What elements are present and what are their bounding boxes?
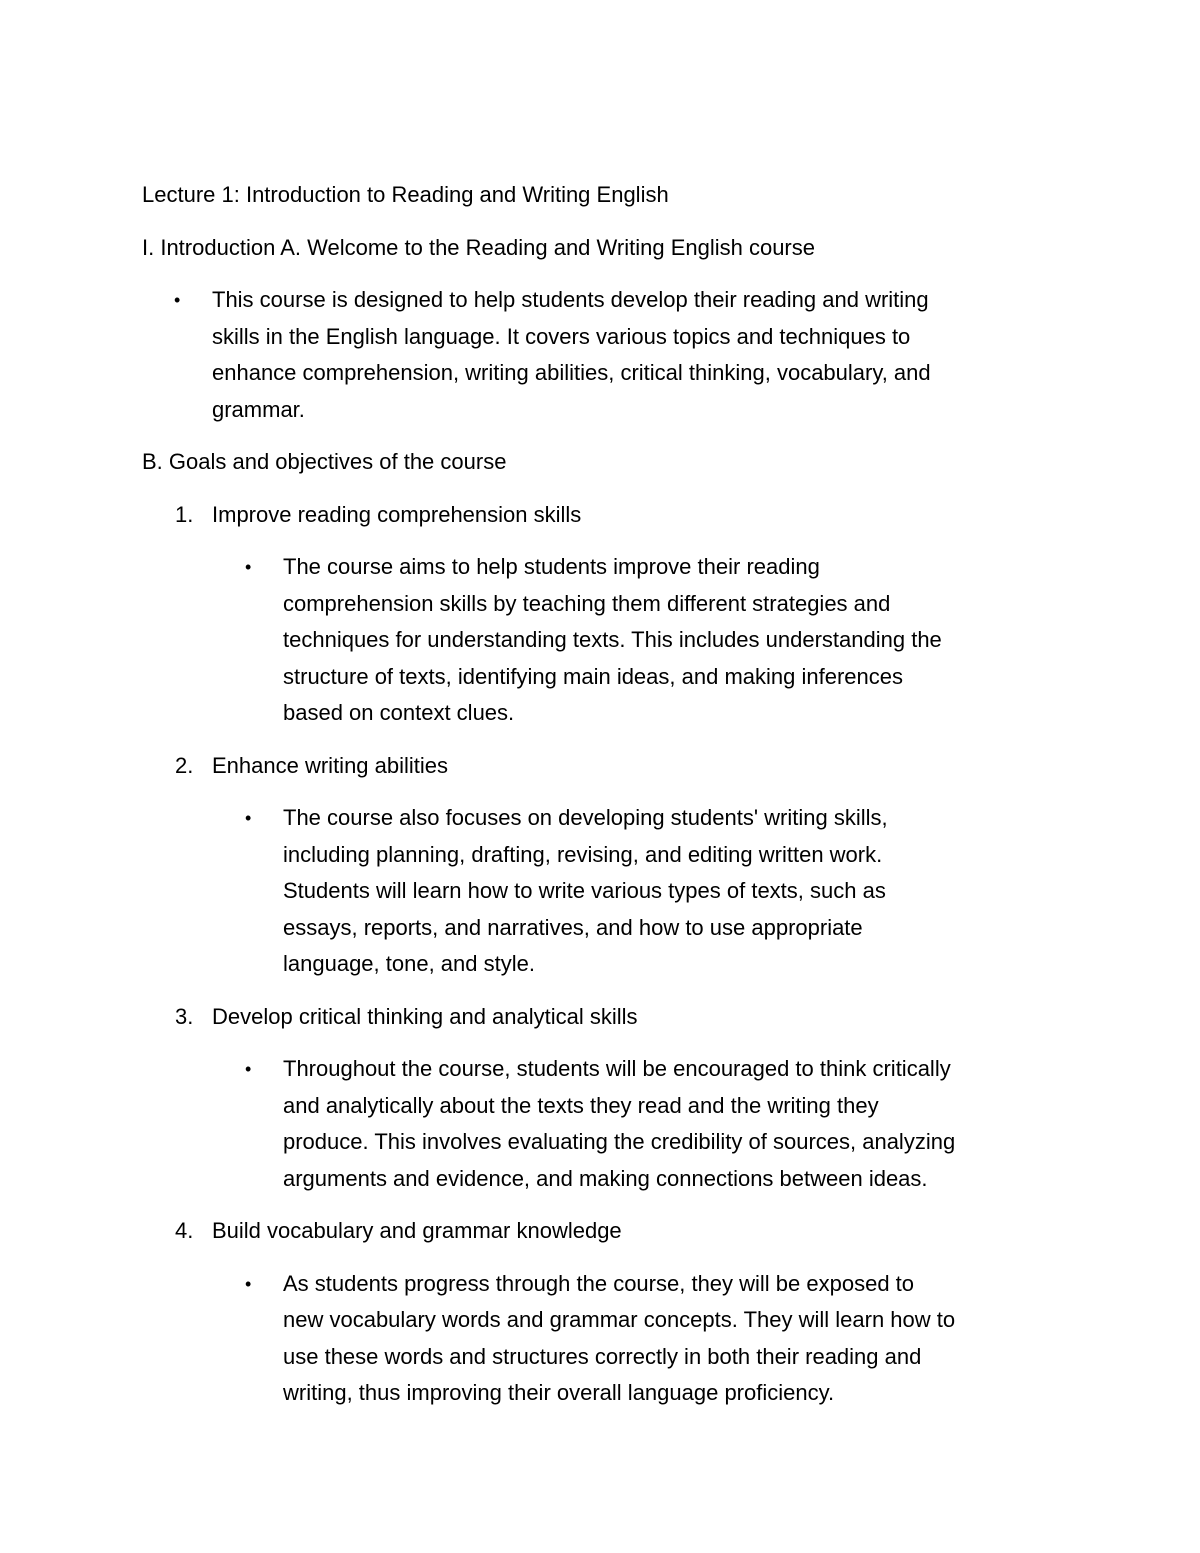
goal-bullet-line: structure of texts, identifying main ideas, and making inferences xyxy=(283,663,903,689)
goal-bullet-line: Students will learn how to write various types of texts, such as xyxy=(283,878,886,903)
goal-label: Enhance writing abilities xyxy=(212,752,449,778)
goal-bullet-line: The course aims to help students improve their reading xyxy=(283,554,820,579)
goal-bullet-line: As students progress through the course, they will be exposed to xyxy=(283,1270,915,1296)
goal-item-4 xyxy=(142,1213,1072,1250)
goal-bullet-line: new vocabulary words and grammar concepts. They will learn how to xyxy=(283,1307,956,1332)
goal-bullet-line: Throughout the course, students will be encouraged to think critically xyxy=(283,1056,951,1081)
bullet-icon: • xyxy=(245,1273,252,1294)
bullet-icon: • xyxy=(245,808,252,828)
goal-bullet-line: language, tone, and style. xyxy=(283,951,535,976)
intro-bullet-line: enhance comprehension, writing abilities, critical thinking, vocabulary, and xyxy=(212,360,931,385)
goal-bullet-line: based on context clues. xyxy=(283,700,515,725)
intro-heading: I. Introduction A. Welcome to the Reading and Writing English course xyxy=(142,234,815,260)
goal-item-3 xyxy=(142,999,1072,1036)
goal-number: 3. xyxy=(175,1003,194,1029)
goal-bullet-line: essays, reports, and narratives, and how to use appropriate xyxy=(283,914,863,940)
goal-bullet-line: produce. This involves evaluating the credibility of sources, analyzing xyxy=(283,1129,956,1154)
goal-number: 2. xyxy=(175,752,194,778)
lecture-title: Lecture 1: Introduction to Reading and Writing English xyxy=(142,182,669,207)
goal-bullet-line: use these words and structures correctly in both their reading and xyxy=(283,1343,922,1369)
bullet-icon: • xyxy=(174,290,181,310)
goals-heading: B. Goals and objectives of the course xyxy=(142,449,507,474)
goal-bullet-line: comprehension skills by teaching them different strategies and xyxy=(283,590,891,616)
goal-bullet-line: and analytically about the texts they read and the writing they xyxy=(283,1092,879,1118)
goal-number: 1. xyxy=(175,501,194,527)
goal-label: Improve reading comprehension skills xyxy=(212,501,582,527)
bullet-icon: • xyxy=(245,557,252,577)
goal-bullet-line: techniques for understanding texts. This includes understanding the xyxy=(283,627,942,652)
goal-item-2 xyxy=(142,748,1072,785)
goal-bullet-line: arguments and evidence, and making connections between ideas. xyxy=(283,1165,928,1191)
bullet-icon: • xyxy=(245,1059,252,1079)
goal-bullet-line: The course also focuses on developing students' writing skills, xyxy=(283,805,888,830)
goal-item-1 xyxy=(142,497,1072,534)
document-body xyxy=(142,177,1072,1428)
intro-bullet-line: This course is designed to help students develop their reading and writing xyxy=(212,287,929,312)
goal-bullet-3 xyxy=(142,1051,1072,1197)
goal-label: Develop critical thinking and analytical skills xyxy=(212,1003,638,1029)
goal-bullet-1 xyxy=(142,549,1072,732)
goal-label: Build vocabulary and grammar knowledge xyxy=(212,1218,622,1243)
goal-bullet-2 xyxy=(142,800,1072,983)
goal-number: 4. xyxy=(175,1218,194,1243)
goal-bullet-4 xyxy=(142,1266,1072,1412)
intro-bullet-line: grammar. xyxy=(212,396,305,422)
intro-bullet xyxy=(142,282,1072,428)
goal-bullet-line: writing, thus improving their overall language proficiency. xyxy=(283,1380,835,1405)
intro-bullet-line: skills in the English language. It covers various topics and techniques to xyxy=(212,323,911,349)
goal-bullet-line: including planning, drafting, revising, and editing written work. xyxy=(283,841,883,867)
